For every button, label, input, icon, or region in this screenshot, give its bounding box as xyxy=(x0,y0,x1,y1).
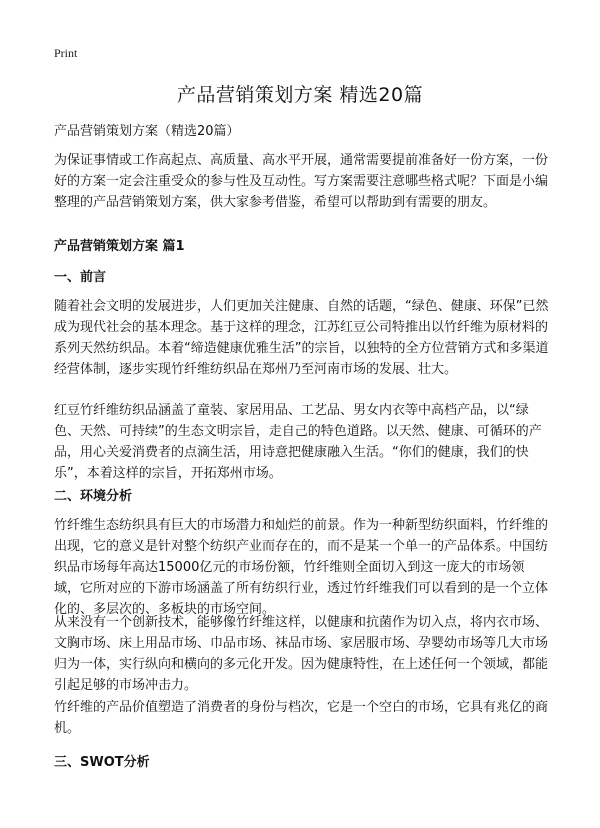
print-label[interactable]: Print xyxy=(54,46,78,60)
document-title: 产品营销策划方案 精选20篇 xyxy=(176,84,424,106)
section-heading-environment: 二、环境分析 xyxy=(54,489,133,504)
article-title: 产品营销策划方案 篇1 xyxy=(54,239,185,254)
environment-paragraph-2: 从来没有一个创新技术，能够像竹纤维这样，以健康和抗菌作为切入点，将内衣市场、文胸市场、床上用品市场、巾品市场、袜品市场、家居服市场、孕婴幼市场等几大市场归为一体，实行纵向和横向的多元化开发。因为健康特性，在上述任何一个领域，都能引起足够的市场冲击力。 xyxy=(54,615,549,693)
section-heading-preface: 一、前言 xyxy=(54,270,107,285)
preface-paragraph-2: 红豆竹纤维纺织品涵盖了童装、家居用品、工艺品、男女内衣等中高档产品，以“绿色、天然、可持续”的生态文明宗旨，走自己的特色道路。以天然、健康、可循环的产品，用心关爱消费者的点滴生活，用诗意把健康融入生活。“你们的健康，我们的快乐”，本着这样的宗旨，开拓郑州市场。 xyxy=(54,403,542,481)
document-subtitle: 产品营销策划方案（精选20篇） xyxy=(54,124,240,139)
environment-paragraph-3: 竹纤维的产品价值塑造了消费者的身份与档次，它是一个空白的市场，它具有兆亿的商机。 xyxy=(54,700,549,736)
intro-paragraph: 为保证事情或工作高起点、高质量、高水平开展，通常需要提前准备好一份方案，一份好的方案一定会注重受众的参与性及互动性。写方案需要注意哪些格式呢？下面是小编整理的产品营销策划方案，供大家参考借鉴，希望可以帮助到有需要的朋友。 xyxy=(54,153,549,210)
preface-paragraph-1: 随着社会文明的发展进步，人们更加关注健康、自然的话题，“绿色、健康、环保”已然成为现代社会的基本理念。基于这样的理念，江苏红豆公司特推出以竹纤维为原材料的系列天然纺织品。本着“缔造健康优雅生活”的宗旨，以独特的全方位营销方式和多渠道经营体制，逐步实现竹纤维纺织品在郑州乃至河南市场的发展、壮大。 xyxy=(54,299,549,377)
section-heading-swot: 三、SWOT分析 xyxy=(54,755,150,770)
environment-paragraph-1: 竹纤维生态纺织具有巨大的市场潜力和灿烂的前景。作为一种新型纺织面料，竹纤维的出现，它的意义是针对整个纺织产业而存在的，而不是某一个单一的产品体系。中国纺织品市场每年高达15000亿元的市场份额，竹纤维则全面切入到这一庞大的市场领域，它所对应的下游市场涵盖了所有纺织行业，透过竹纤维我们可以看到的是一个立体化的、多层次的、多板块的市场空间。 xyxy=(54,518,549,617)
